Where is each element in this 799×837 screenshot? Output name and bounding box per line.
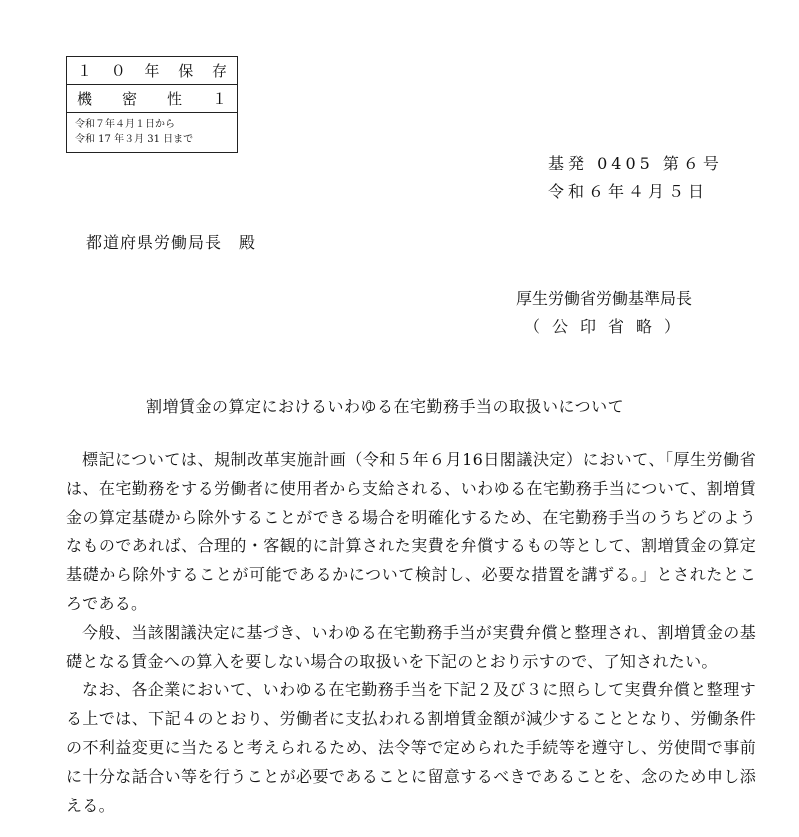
sender-block <box>516 285 692 341</box>
confidentiality-char: 機 <box>77 90 93 108</box>
sender-name: 厚生労働省労働基準局長 <box>516 289 693 308</box>
retention-period-char: ０ <box>110 62 126 80</box>
retention-period-char: 年 <box>144 62 160 80</box>
retention-box <box>66 56 238 153</box>
document-subject: 割増賃金の算定におけるいわゆる在宅勤務手当の取扱いについて <box>146 397 625 416</box>
document-number: 基発 0405 第６号 <box>548 154 723 173</box>
body-paragraph: なお、各企業において、いわゆる在宅勤務手当を下記２及び３に照らして実費弁償と整理する上では、下記４のとおり、労働者に支払われる割増賃金額が減少することとなり、労働条件の不利益変更に当たると考えられるため、法令等で定められた手続等を遵守し、労使間で事前に十分な話合い等を行うことが必要であることに留意するべきであることを、念のため申し添える。 <box>66 680 756 815</box>
document-body <box>66 446 756 820</box>
retention-period-char: 存 <box>211 62 227 80</box>
document-date: 令和６年４月５日 <box>548 182 709 201</box>
document-meta <box>548 150 723 206</box>
body-paragraph: 標記については、規制改革実施計画（令和５年６月16日閣議決定）において、「厚生労働省は、在宅勤務をする労働者に使用者から支給される、いわゆる在宅勤務手当について、割増賃金の算定基礎から除外することができる場合を明確化するため、在宅勤務手当のうちどのようなものであれば、合理的・客観的に計算された実費を弁償するもの等として、割増賃金の算定基礎から除外することが可能であるかについて検討し、必要な措置を講ずる。」とされたところである。 <box>66 450 756 613</box>
retention-period-char: １ <box>77 62 93 80</box>
confidentiality-row <box>67 85 237 113</box>
seal-note: （公印省略） <box>524 317 693 336</box>
retention-period-row <box>67 57 237 85</box>
confidentiality-char: 密 <box>121 90 137 108</box>
confidentiality-char: 性 <box>166 90 182 108</box>
addressee: 都道府県労働局長 殿 <box>86 233 257 252</box>
retention-to: 令和 17 年３月 31 日まで <box>75 134 194 145</box>
body-paragraph: 今般、当該閣議決定に基づき、いわゆる在宅勤務手当が実費弁償と整理され、割増賃金の基礎となる賃金への算入を要しない場合の取扱いを下記のとおり示すので、了知されたい。 <box>66 622 756 671</box>
retention-from: 令和７年４月１日から <box>75 119 175 130</box>
retention-period-char: 保 <box>178 62 194 80</box>
confidentiality-char: １ <box>211 90 227 108</box>
retention-date-range <box>67 113 237 152</box>
